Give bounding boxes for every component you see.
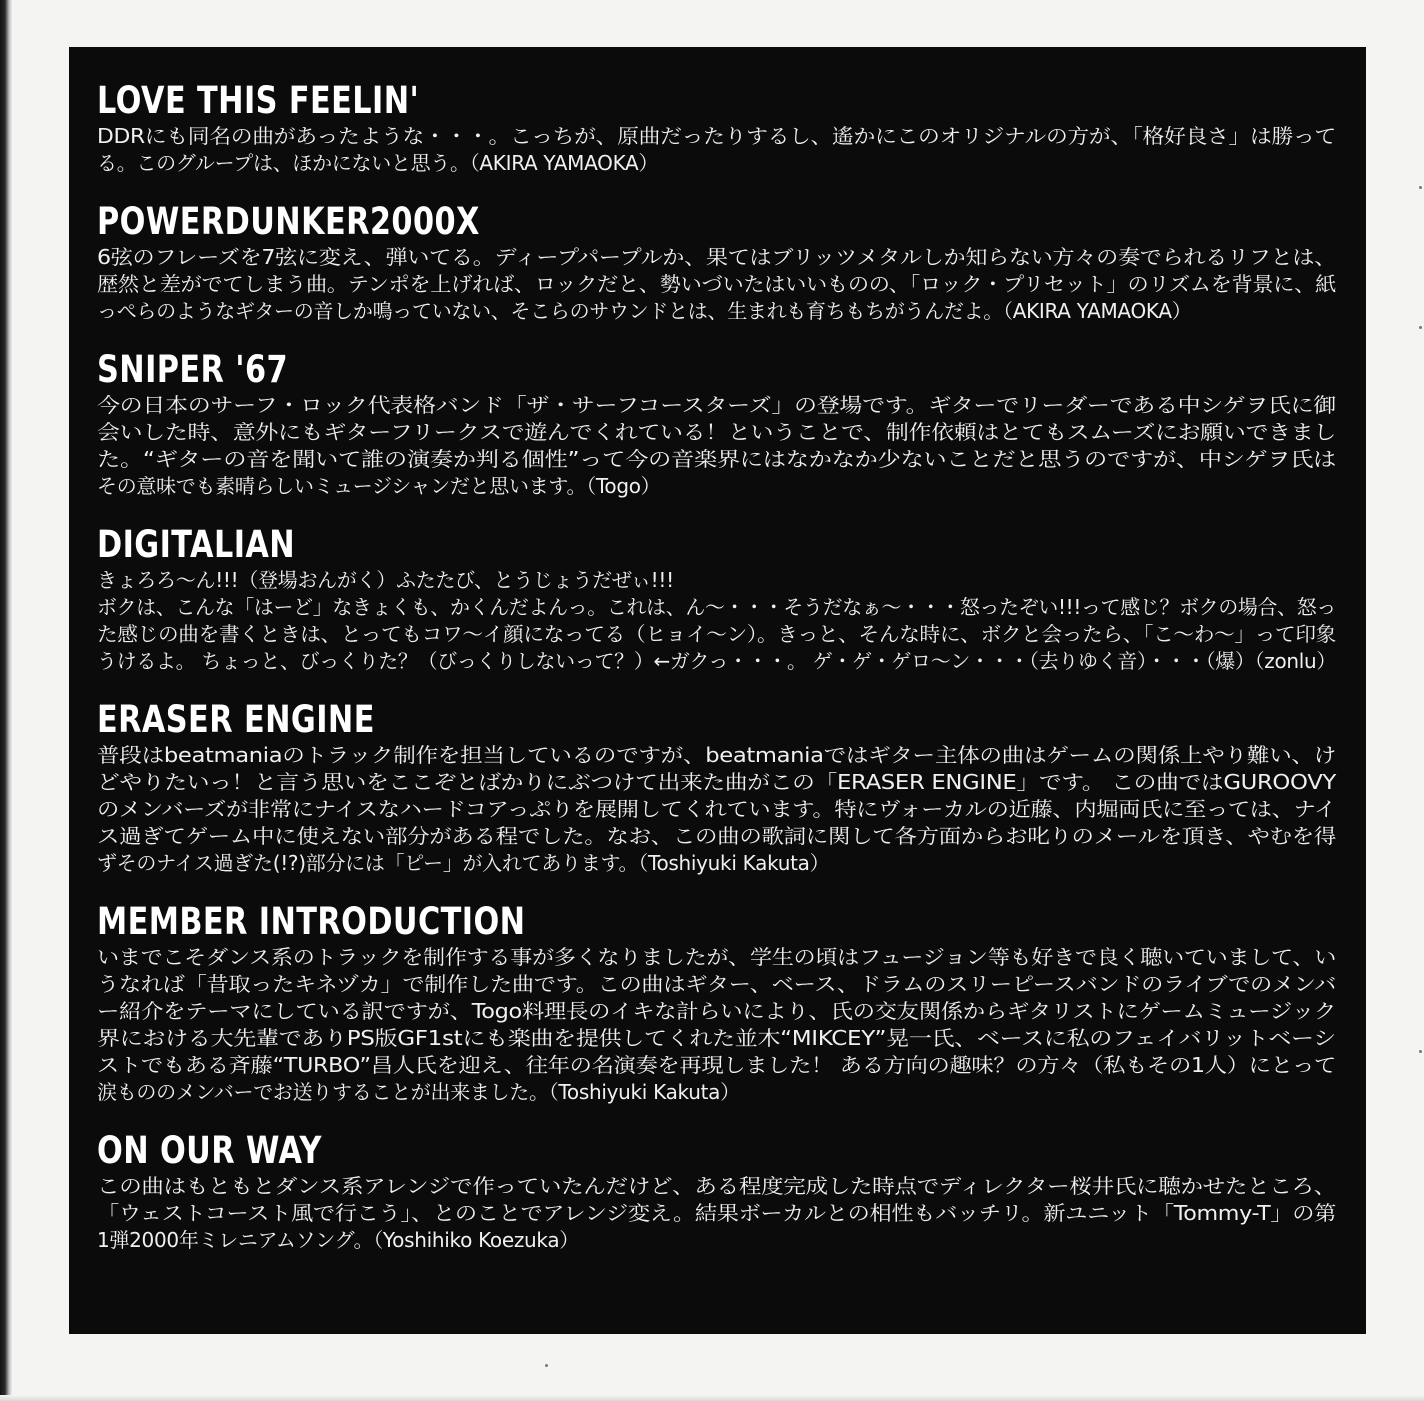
note-line: ずそのナイス過ぎた(!?)部分には「ピー」が入れてあります。（Toshiyuki Kakuta） (97, 851, 830, 875)
note-line: 今の日本のサーフ・ロック代表格バンド「ザ・サーフコースターズ」の登場です。ギターでリーダーである中シゲヲ氏に御 (97, 393, 1336, 417)
note-line: どやりたいっ！と言う思いをここぞとばかりにぶつけて出来た曲がこの「ERASER ENGINE」です。 この曲ではGUROOVY (97, 770, 1336, 794)
note-line: ボクは、こんな「はーど」なきょくも、かくんだよんっ。これは、ん〜・・・そうだなぁ〜・・・怒ったぞい!!!って感じ？ボクの場合、怒っ (97, 595, 1336, 619)
note-line: 1弾2000年ミレニアムソング。（Yoshihiko Koezuka） (97, 1228, 579, 1252)
section-gap (97, 325, 1336, 348)
track-note-eraser-engine (97, 698, 1336, 877)
track-title: LOVE THIS FEELIN' (97, 79, 420, 122)
track-note-digitalian (97, 523, 1336, 675)
note-line: 「ウェストコースト風で行こう」、とのことでアレンジ変え。結果ボーカルとの相性もバッチリ。新ユニット「Tommy-T」の第 (97, 1201, 1336, 1225)
track-title: SNIPER '67 (97, 348, 289, 391)
scan-dust-mark (1419, 1050, 1422, 1053)
scan-dust-mark (545, 1364, 548, 1367)
liner-notes-panel (69, 47, 1366, 1334)
track-note-on-our-way (97, 1129, 1336, 1254)
note-line: きょろろ〜ん!!!（登場おんがく）ふたたび、とうじょうだぜぃ!!! (97, 568, 674, 592)
note-line: うなれば「昔取ったキネヅカ」で制作した曲です。この曲はギター、ベース、ドラムのスリーピースバンドのライブでのメンバ (97, 972, 1336, 996)
scan-bottom-edge (0, 1395, 1424, 1401)
note-line: た。“ギターの音を聞いて誰の演奏か判る個性”って今の音楽界にはなかなか少ないことだと思うのですが、中シゲヲ氏は (97, 447, 1336, 471)
section-gap (97, 177, 1336, 200)
section-gap (97, 877, 1336, 900)
note-line: 会いした時、意外にもギターフリークスで遊んでくれている！ということで、制作依頼はとてもスムーズにお願いできまし (97, 420, 1337, 444)
track-title: DIGITALIAN (97, 523, 296, 566)
note-line: この曲はもともとダンス系アレンジで作っていたんだけど、ある程度完成した時点でディレクター桜井氏に聴かせたところ、 (97, 1174, 1336, 1198)
section-gap (97, 675, 1336, 698)
note-line: ス過ぎてゲーム中に使えない部分がある程でした。なお、この曲の歌詞に関して各方面からお叱りのメールを頂き、やむを得 (97, 824, 1336, 848)
track-note-sniper-67 (97, 348, 1336, 500)
note-line: 普段はbeatmaniaのトラック制作を担当しているのですが、beatmaniaではギター主体の曲はゲームの関係上やり難い、け (97, 743, 1336, 767)
section-gap (97, 500, 1336, 523)
note-line: っぺらのようなギターの音しか鳴っていない、そこらのサウンドとは、生まれも育ちもちがうんだよ。（AKIRA YAMAOKA） (97, 299, 1192, 323)
note-line: 6弦のフレーズを7弦に変え、弾いてる。ディープパープルか、果てはブリッツメタルしか知らない方々の奏でられるリフとは、 (97, 245, 1336, 269)
track-title: ERASER ENGINE (97, 698, 375, 741)
note-line: うけるよ。 ちょっと、びっくりた？（びっくりしないって？）←ガクっ・・・。 ゲ・ゲ・ゲロ〜ン・・・（去りゆく音）・・・（爆）（zonlu） (97, 649, 1336, 673)
track-title: ON OUR WAY (97, 1129, 322, 1172)
note-line: DDRにも同名の曲があったような・・・。こっちが、原曲だったりするし、遙かにこのオリジナルの方が、「格好良さ」は勝って (97, 124, 1336, 148)
track-note-love-this-feelin (97, 79, 1336, 177)
section-gap (97, 1106, 1336, 1129)
note-line: 歴然と差がでてしまう曲。テンポを上げれば、ロックだと、勢いづいたはいいものの、「ロック・プリセット」のリズムを背景に、紙 (97, 272, 1336, 296)
note-line: る。このグループは、ほかにないと思う。（AKIRA YAMAOKA） (97, 151, 659, 175)
note-line: ストでもある斉藤“TURBO”昌人氏を迎え、往年の名演奏を再現しました！ ある方向の趣味？の方々（私もその1人）にとって (97, 1053, 1336, 1077)
scan-dust-mark (1419, 326, 1422, 329)
note-line: 界における大先輩でありPS版GF1stにも楽曲を提供してくれた並木“MIKCEY”晃一氏、ベースに私のフェイバリットベーシ (97, 1026, 1336, 1050)
track-note-member-introduction (97, 900, 1336, 1106)
note-line: た感じの曲を書くときは、とってもコワ〜イ顔になってる（ヒョイ〜ン）。きっと、そんな時に、ボクと会ったら、「こ〜わ〜」って印象 (97, 622, 1336, 646)
track-title: POWERDUNKER2000X (97, 200, 480, 243)
track-note-powerdunker2000x (97, 200, 1336, 325)
note-line: ー紹介をテーマにしている訳ですが、Togo料理長のイキな計らいにより、氏の交友関係からギタリストにゲームミュージック (97, 999, 1336, 1023)
booklet-binding-edge (0, 0, 12, 1401)
note-line: その意味でも素晴らしいミュージシャンだと思います。（Togo） (97, 474, 661, 498)
note-line: 涙もののメンバーでお送りすることが出来ました。（Toshiyuki Kakuta） (97, 1080, 740, 1104)
scan-dust-mark (1419, 186, 1422, 189)
note-line: のメンバーズが非常にナイスなハードコアっぷりを展開してくれています。特にヴォーカルの近藤、内堀両氏に至っては、ナイ (97, 797, 1336, 821)
note-line: いまでこそダンス系のトラックを制作する事が多くなりましたが、学生の頃はフュージョン等も好きで良く聴いていまして、い (97, 945, 1336, 969)
track-title: MEMBER INTRODUCTION (97, 900, 526, 943)
